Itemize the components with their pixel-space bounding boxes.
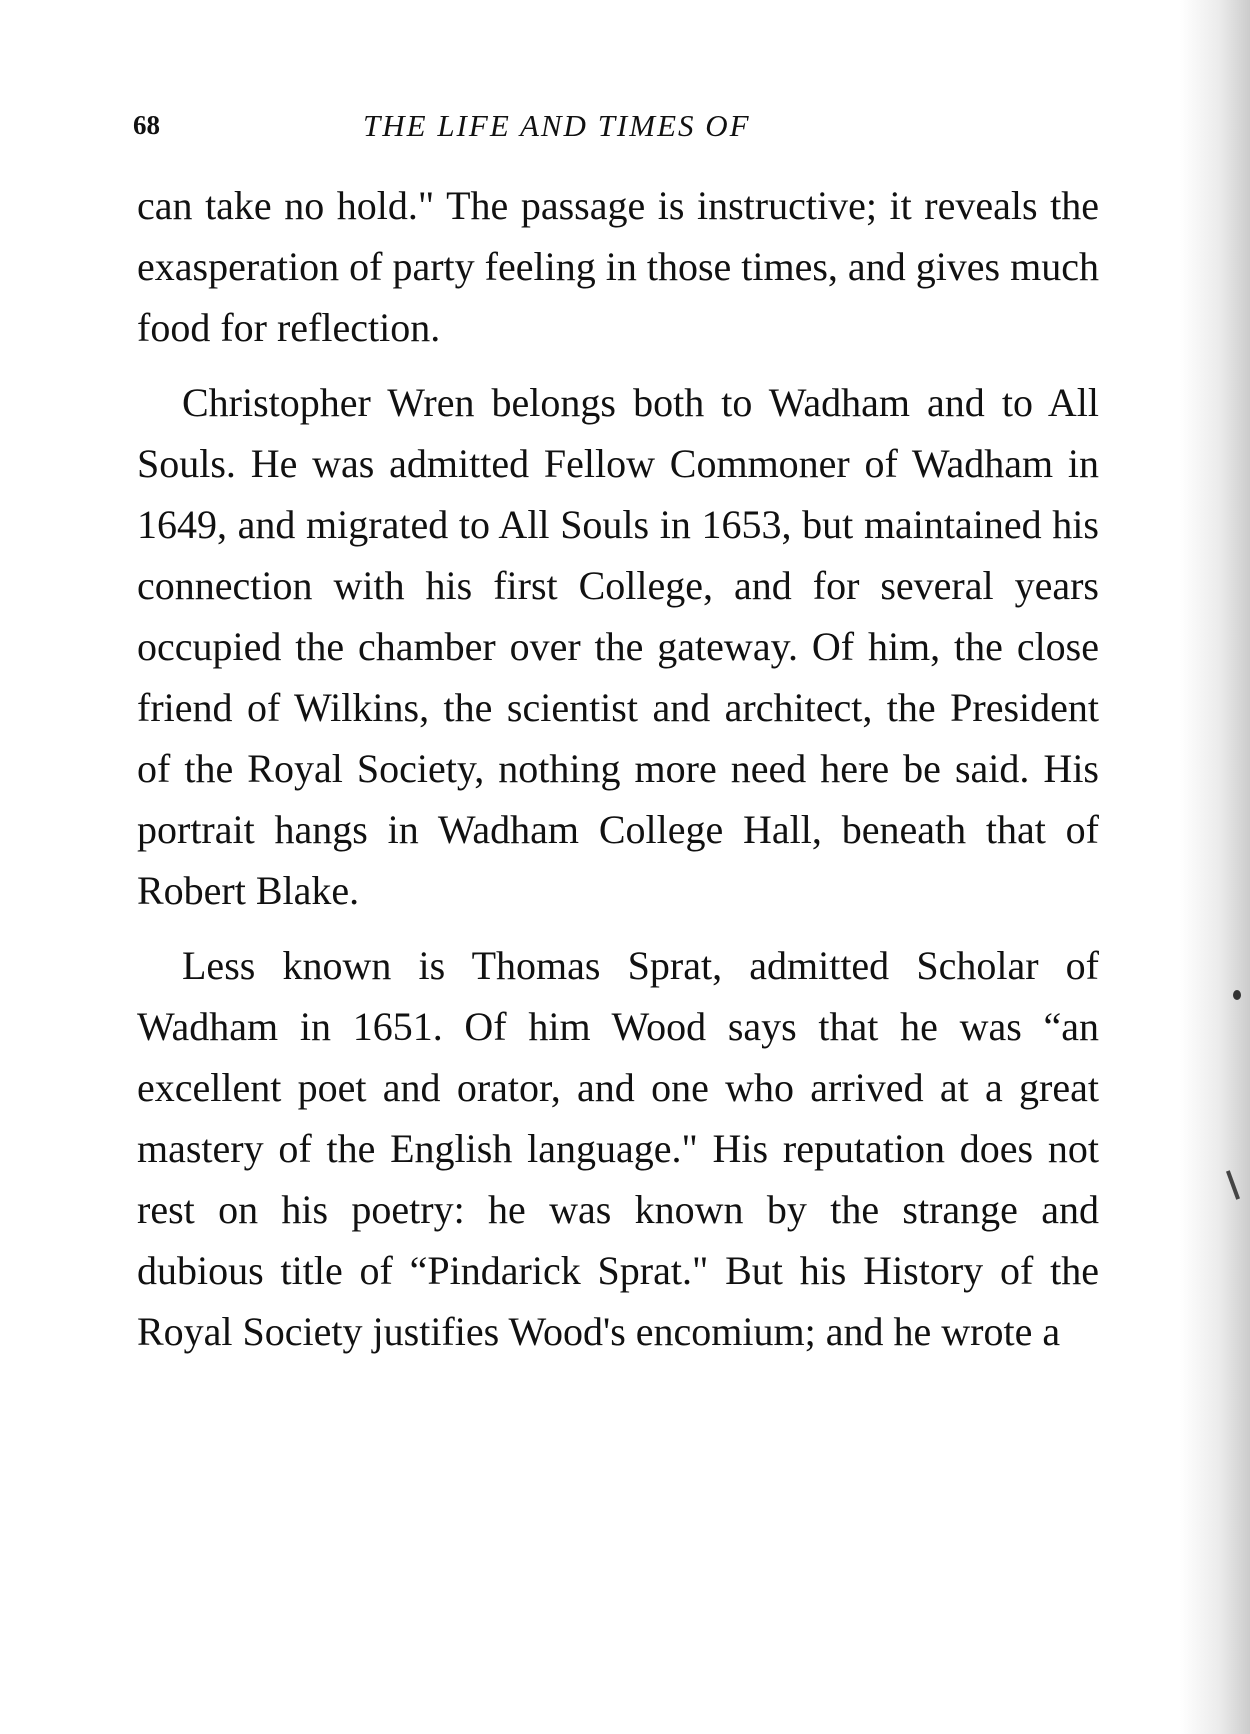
- page-edge-shadow: [1180, 0, 1250, 1734]
- running-title: THE LIFE AND TIMES OF: [363, 108, 751, 143]
- paragraph-wren: Christopher Wren belongs both to Wadham and to All Souls. He was admitted Fellow Commoner of Wadham in 1649, and migrated to All Souls in 1653, but maintained his connection with his first College, and for several years occupied the chamber over the gateway. Of him, the close friend of Wilkins, the scientist and architect, the President of the Royal Society, nothing more need here be said. His portrait hangs in Wadham College Hall, beneath that of Robert Blake.: [137, 380, 1099, 913]
- margin-ink-dot: [1233, 990, 1241, 1000]
- page-header: [133, 100, 1093, 150]
- paragraph-continuation: can take no hold." The passage is instructive; it reveals the exasperation of party feeling in those times, and gives much food for reflection.: [137, 183, 1099, 350]
- body-text: [137, 175, 1099, 1362]
- page-number: 68: [133, 110, 160, 140]
- paragraph-sprat: Less known is Thomas Sprat, admitted Scholar of Wadham in 1651. Of him Wood says that he was “an excellent poet and orator, and one who arrived at a great mastery of the English language." His reputation does not rest on his poetry: he was known by the strange and dubious title of “Pindarick Sprat." But his History of the Royal Society justifies Wood's encomium; and he wrote a: [137, 943, 1099, 1354]
